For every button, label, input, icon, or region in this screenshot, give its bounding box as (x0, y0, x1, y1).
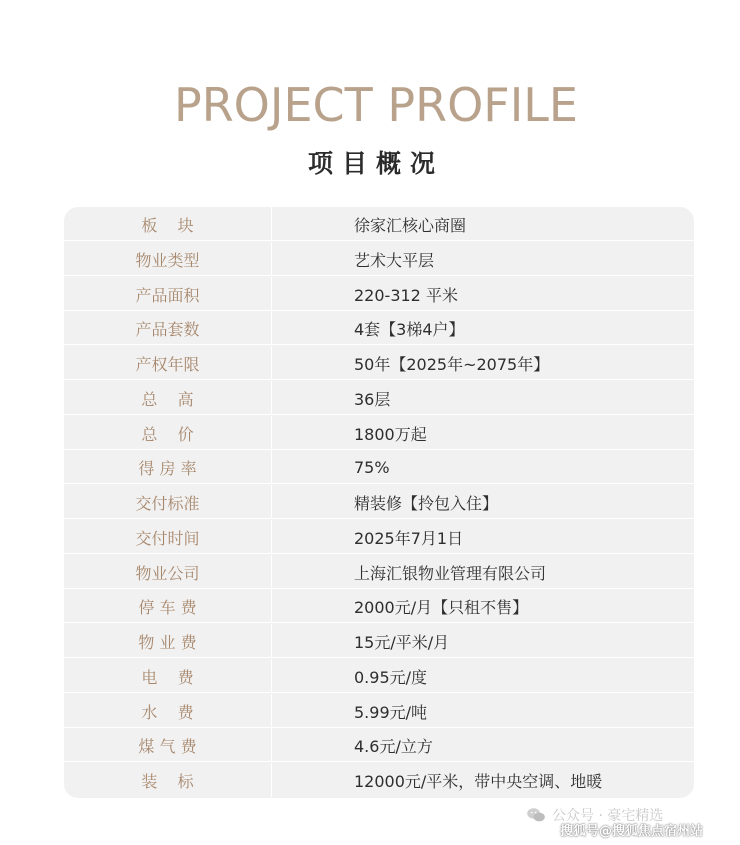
title-chinese: 项目概况 (307, 149, 444, 178)
row-value: 12000元/平米，带中央空调、地暖 (354, 771, 603, 791)
row-label: 装 标 (64, 763, 272, 797)
row-value: 15元/平米/月 (354, 632, 450, 652)
row-value: 2000元/月【只租不售】 (354, 597, 529, 617)
row-label: 产品套数 (64, 311, 272, 345)
table-row (64, 589, 694, 623)
row-value: 5.99元/吨 (354, 702, 428, 722)
row-label: 电 费 (64, 659, 272, 693)
row-value: 上海汇银物业管理有限公司 (354, 563, 547, 583)
row-value: 50年【2025年~2075年】 (354, 354, 550, 374)
row-value: 艺术大平层 (354, 250, 435, 270)
table-row (64, 728, 694, 762)
table-row (64, 659, 694, 693)
row-value: 4.6元/立方 (354, 736, 433, 756)
row-value: 220-312 平米 (354, 285, 458, 305)
table-row (64, 694, 694, 728)
row-value: 精装修【拎包入住】 (354, 493, 499, 513)
row-value: 75% (354, 457, 390, 477)
table-row (64, 450, 694, 484)
row-value: 36层 (354, 389, 391, 409)
table-row (64, 242, 694, 276)
row-label: 物业公司 (64, 555, 272, 589)
row-label: 物 业 费 (64, 624, 272, 658)
row-label: 得 房 率 (64, 450, 272, 484)
table-row (64, 520, 694, 554)
table-row (64, 763, 694, 797)
row-value: 徐家汇核心商圈 (354, 215, 467, 235)
row-label: 产权年限 (64, 346, 272, 380)
row-label: 煤 气 费 (64, 728, 272, 762)
row-label: 停 车 费 (64, 589, 272, 623)
table-row (64, 346, 694, 380)
table-row (64, 207, 694, 241)
title-english: PROJECT PROFILE (173, 78, 578, 132)
row-value: 2025年7月1日 (354, 528, 464, 548)
row-label: 交付时间 (64, 520, 272, 554)
table-row (64, 311, 694, 345)
table-row (64, 416, 694, 450)
row-value: 1800万起 (354, 424, 427, 444)
sohu-watermark: 搜狐号@搜狐焦点宿州站 (560, 824, 704, 839)
table-row (64, 485, 694, 519)
row-value: 4套【3梯4户】 (354, 319, 465, 339)
profile-table (64, 207, 694, 798)
row-label: 板 块 (64, 207, 272, 241)
row-label: 水 费 (64, 694, 272, 728)
watermark-text: 公众号 · 豪宅精选 (552, 808, 664, 824)
table-row (64, 277, 694, 311)
table-row (64, 624, 694, 658)
row-label: 产品面积 (64, 277, 272, 311)
row-label: 物业类型 (64, 242, 272, 276)
table-row (64, 381, 694, 415)
row-label: 总 高 (64, 381, 272, 415)
wechat-icon (526, 807, 546, 823)
row-label: 总 价 (64, 416, 272, 450)
row-value: 0.95元/度 (354, 667, 428, 687)
row-label: 交付标准 (64, 485, 272, 519)
table-row (64, 555, 694, 589)
